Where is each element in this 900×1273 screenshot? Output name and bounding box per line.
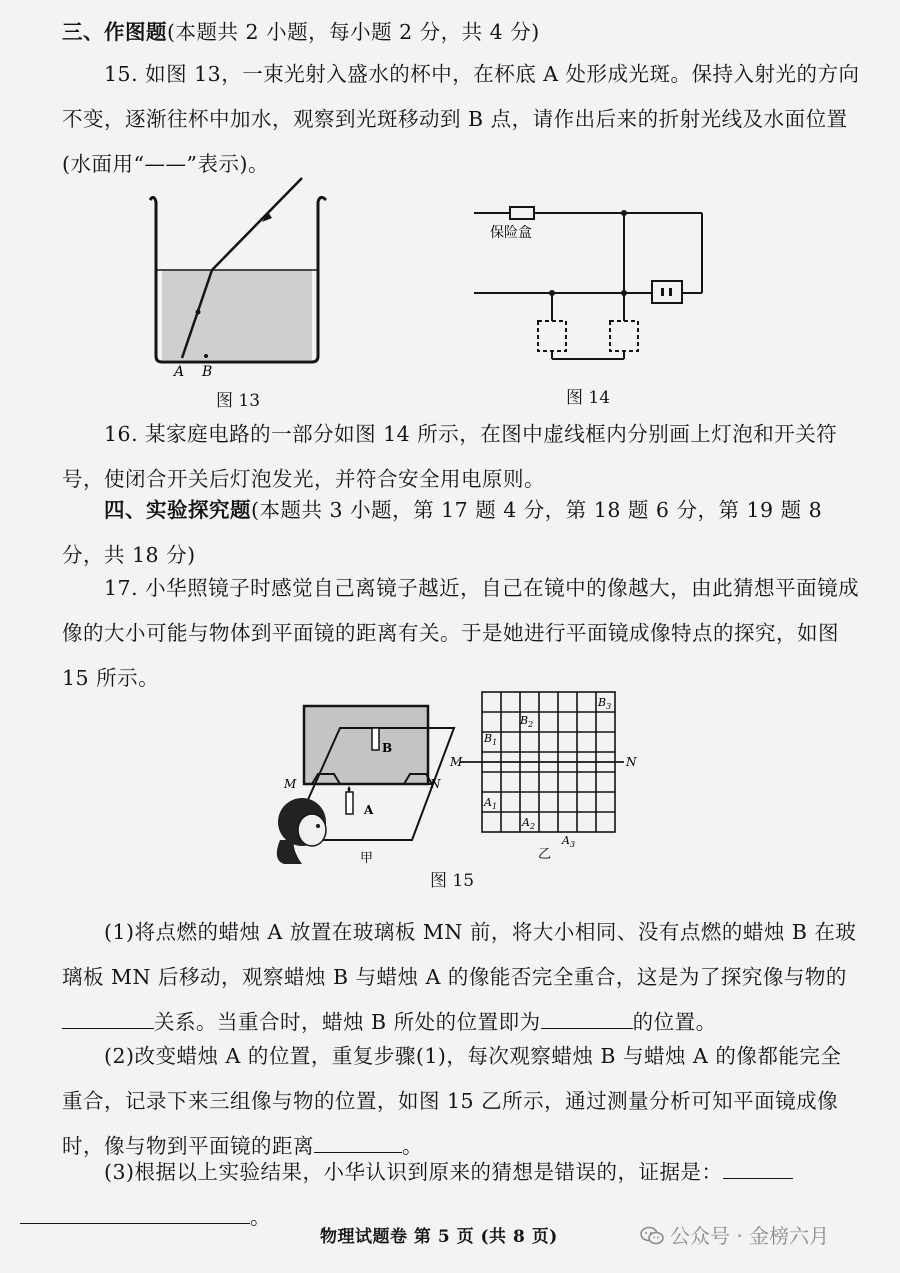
dashed-box-right [610, 321, 638, 351]
svg-text:B3: $B_3$ [598, 696, 612, 711]
refracted-arrow-icon [196, 310, 201, 315]
question-15: 15. 如图 13，一束光射入盛水的杯中，在杯底 A 处形成光斑。保持入射光的方向不变，逐渐往杯中加水，观察到光斑移动到 B 点，请作出后来的折射光线及水面位置(水面用“——”表示)。 [62, 62, 860, 176]
fig15-label-n: N [430, 777, 441, 791]
section-4-heading [62, 488, 862, 578]
candle-b [372, 728, 379, 750]
q17-part-1: (1)将点燃的蜡烛 A 放置在玻璃板 MN 前，将大小相同、没有点燃的蜡烛 B 在玻璃板 MN 后移动，观察蜡烛 B 与蜡烛 A 的像能否完全重合，这是为了探究像与物的关系。当重合时，蜡烛 B 所处的位置即为 的位置。 [62, 920, 857, 1034]
svg-text:A2: $A_2$ [522, 816, 536, 831]
section-3-title: 三、作图题 [62, 20, 167, 44]
dashed-box-left [538, 321, 566, 351]
fig13-label-b: B [202, 364, 213, 380]
watermark-text: 公众号 · 金榜六月 [670, 1224, 830, 1248]
q17-part-2: (2)改变蜡烛 A 的位置，重复步骤(1)，每次观察蜡烛 B 与蜡烛 A 的像都能完全重合，记录下来三组像与物的位置，如图 15 乙所示，通过测量分析可知平面镜成像时，像与物到平面镜的距离 。 [62, 1044, 842, 1158]
answer-blank-4[interactable] [723, 1156, 793, 1179]
q17-part-3: (3)根据以上实验结果，小华认识到原来的猜想是错误的，证据是： 。 [62, 1150, 862, 1240]
incident-ray [212, 178, 302, 270]
section-3-note: (本题共 2 小题，每小题 2 分，共 4 分) [167, 20, 540, 44]
point-b-dot [204, 354, 208, 358]
figure-15-yi [446, 690, 646, 860]
socket [652, 281, 682, 303]
svg-text:B1: $B_1$ [484, 732, 498, 747]
fig15b-label-m: M [450, 755, 463, 769]
girl-figure [277, 798, 326, 864]
question-17: 17. 小华照镜子时感觉自己离镜子越近，自己在镜中的像越大，由此猜想平面镜成像的大小可能与物体到平面镜的距离有关。于是她进行平面镜成像特点的探究，如图 15 所示。 [62, 576, 860, 690]
section-3-heading [62, 10, 862, 55]
svg-text:B2: $B_2$ [520, 714, 534, 729]
answer-blank-5[interactable] [20, 1201, 250, 1224]
svg-text:A3: $A_3$ [562, 834, 576, 849]
fig15b-label-n: N [626, 755, 637, 769]
page-footer: 物理试题卷 第 5 页 (共 8 页) [320, 1227, 558, 1247]
section-4-note: (本题共 3 小题，第 17 题 4 分，第 18 题 6 分，第 19 题 8 分，共 18 分) [62, 498, 823, 567]
glass-plate [304, 706, 428, 784]
svg-text:A1: $A_1$ [484, 796, 498, 811]
figure-15-jia [262, 700, 462, 868]
fig13-label-a: A [174, 364, 185, 380]
watermark [640, 1220, 829, 1249]
fig15-label-b: B [382, 741, 393, 755]
figure-13-caption: 图 13 [216, 391, 261, 411]
fig15-sub-yi: 乙 [538, 847, 552, 860]
water-region [162, 270, 312, 360]
fig15-label-a: A [364, 803, 374, 817]
question-16: 16. 某家庭电路的一部分如图 14 所示，在图中虚线框内分别画上灯泡和开关符号，使闭合开关后灯泡发光，并符合安全用电原则。 [62, 422, 838, 491]
section-4-title: 四、实验探究题 [104, 498, 251, 522]
figure-15-caption: 图 15 [430, 871, 475, 891]
wechat-icon [640, 1226, 664, 1246]
fig15-sub-jia: 甲 [360, 851, 374, 866]
candle-a [346, 792, 353, 814]
fig15-label-m: M [284, 777, 297, 791]
answer-blank-2[interactable] [541, 1006, 633, 1029]
figure-14 [468, 195, 718, 365]
answer-blank-1[interactable] [62, 1006, 154, 1029]
figure-14-caption: 图 14 [566, 388, 611, 408]
fuse-box [510, 207, 534, 219]
figure-13 [140, 170, 340, 385]
fuse-label: 保险盒 [490, 225, 532, 241]
